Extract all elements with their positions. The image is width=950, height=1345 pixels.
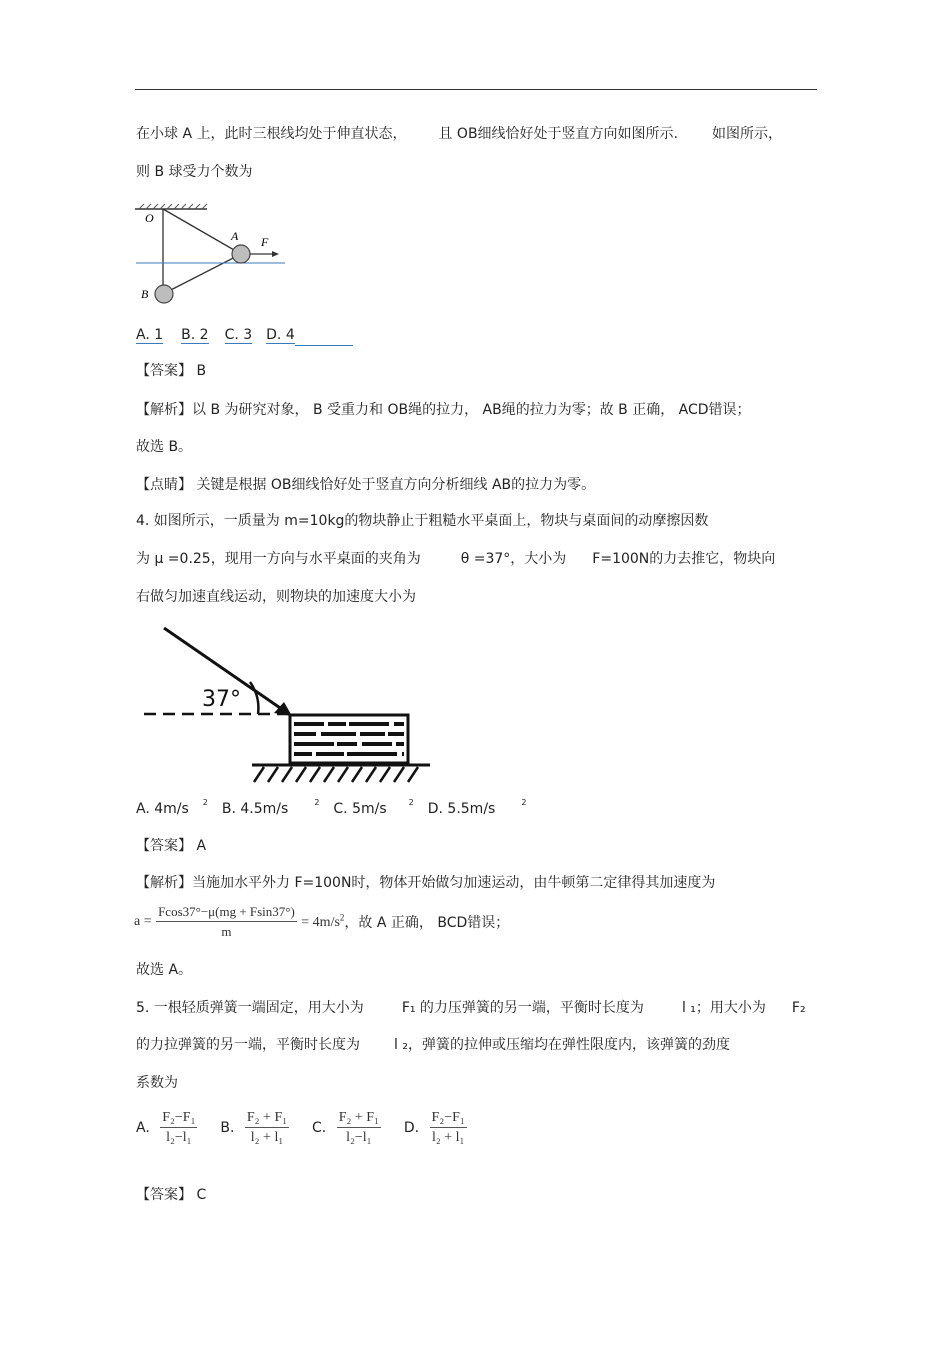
q3-figure	[133, 200, 293, 310]
q3-option-d: D. 4	[266, 327, 295, 343]
q5-option-d-label: D.	[403, 1120, 420, 1136]
formula-numerator: Fcos37°−μ(mg + Fsin37°)	[156, 904, 297, 922]
q4-text-b: θ =37°，大小为	[460, 551, 567, 567]
q4-option-a: A. 4m/s $^2$	[136, 798, 208, 817]
q5-line-1	[136, 998, 806, 1018]
q4-option-d: D. 5.5m/s $^2$	[427, 798, 527, 817]
q4-analysis-1: 【解析】当施加水平外力 F=100N时，物体开始做匀加速运动，由牛顿第二定律得其加速度为	[136, 875, 716, 891]
q5-options	[136, 1110, 467, 1146]
q3-line-2: 则 B 球受力个数为	[136, 164, 253, 180]
q4-figure	[140, 622, 440, 787]
formula-lhs: a =	[134, 914, 152, 929]
label-f: F	[261, 235, 269, 249]
q5-line-2	[136, 1035, 730, 1055]
q4-line-3: 右做匀加速直线运动，则物块的加速度大小为	[136, 589, 416, 605]
q3-options	[136, 325, 353, 346]
q4-option-c: C. 5m/s $^2$	[333, 798, 414, 817]
q5-answer: 【答案】 C	[136, 1187, 207, 1203]
q5-line-3: 系数为	[136, 1075, 178, 1091]
q3-text-c: 如图所示，	[712, 126, 783, 142]
ground-hatch	[254, 767, 418, 782]
q4-line-1: 4. 如图所示，一质量为 m=10kg的物块静止于粗糙水平桌面上，物块与桌面间的动摩擦因数	[136, 513, 709, 529]
angle-label: 37°	[202, 687, 241, 712]
q5-option-c-label: C.	[312, 1120, 327, 1136]
formula-fraction	[156, 904, 297, 940]
q4-text-a: 为 μ =0.25，现用一方向与水平桌面的夹角为	[136, 551, 421, 567]
q3-option-a: A. 1	[136, 327, 164, 343]
label-o: O	[145, 211, 154, 225]
q5-option-c-fraction: $\frac{\text{F₂ + F₁}}{\text{l₂−l₁}}$	[338, 1110, 379, 1145]
q3-text-a: 在小球 A 上，此时三根线均处于伸直状态，	[136, 126, 407, 142]
q3-analysis-2: 故选 B。	[136, 439, 193, 455]
q4-analysis-2: 故选 A。	[136, 962, 193, 978]
q4-formula	[134, 904, 509, 940]
q3-answer: 【答案】 B	[136, 363, 207, 379]
q4-text-c: F=100N的力去推它，物块向	[592, 551, 776, 567]
ball-b	[155, 285, 173, 303]
q4-answer: 【答案】 A	[136, 838, 207, 854]
q5-option-b-label: B.	[220, 1120, 235, 1136]
q5-option-a-fraction: $\frac{\text{F₂−F₁}}{\text{l₂−l₁}}$	[162, 1110, 196, 1145]
header-rule	[135, 89, 817, 90]
q3-comment: 【点睛】 关键是根据 OB细线恰好处于竖直方向分析细线 AB的拉力为零。	[136, 477, 596, 493]
label-a: A	[231, 229, 239, 243]
q4-line-2	[136, 549, 775, 569]
formula-tail: ，故 A 正确， BCD错误；	[344, 915, 510, 931]
q5-text-e: 的力拉弹簧的另一端，平衡时长度为	[136, 1037, 360, 1053]
q3-option-b: B. 2	[181, 327, 209, 343]
formula-rhs: = $4m/s^2$	[301, 912, 345, 931]
q5-option-b-fraction: $\frac{\text{F₂ + F₁}}{\text{l₂ + l₁}}$	[246, 1110, 288, 1145]
ab-string	[163, 254, 241, 294]
q5-text-b: F₁ 的力压弹簧的另一端，平衡时长度为	[401, 1000, 644, 1016]
q4-options	[136, 799, 526, 819]
q5-option-d-fraction: $\frac{\text{F₂−F₁}}{\text{l₂ + l₁}}$	[431, 1110, 465, 1145]
q3-text-b: 且 OB细线恰好处于竖直方向如图所示.	[438, 126, 679, 142]
q5-text-c: l ₁；用大小为	[681, 1000, 766, 1016]
q3-option-c: C. 3	[224, 327, 253, 343]
q3-analysis-1: 【解析】以 B 为研究对象， B 受重力和 OB绳的拉力， AB绳的拉力为零；故 B 正确， ACD错误；	[136, 402, 751, 418]
q5-text-f: l ₂，弹簧的拉伸或压缩均在弹性限度内，该弹簧的劲度	[394, 1037, 730, 1053]
label-b: B	[141, 287, 149, 301]
q4-option-b: B. 4.5m/s $^2$	[221, 798, 320, 817]
q5-text-a: 5. 一根轻质弹簧一端固定，用大小为	[136, 1000, 364, 1016]
formula-denominator: m	[221, 924, 232, 939]
q5-option-a-label: A.	[136, 1120, 150, 1136]
q5-text-d: F₂	[791, 1000, 806, 1016]
oa-string	[163, 209, 241, 254]
ball-a	[232, 245, 250, 263]
q3-line-1	[136, 124, 782, 144]
